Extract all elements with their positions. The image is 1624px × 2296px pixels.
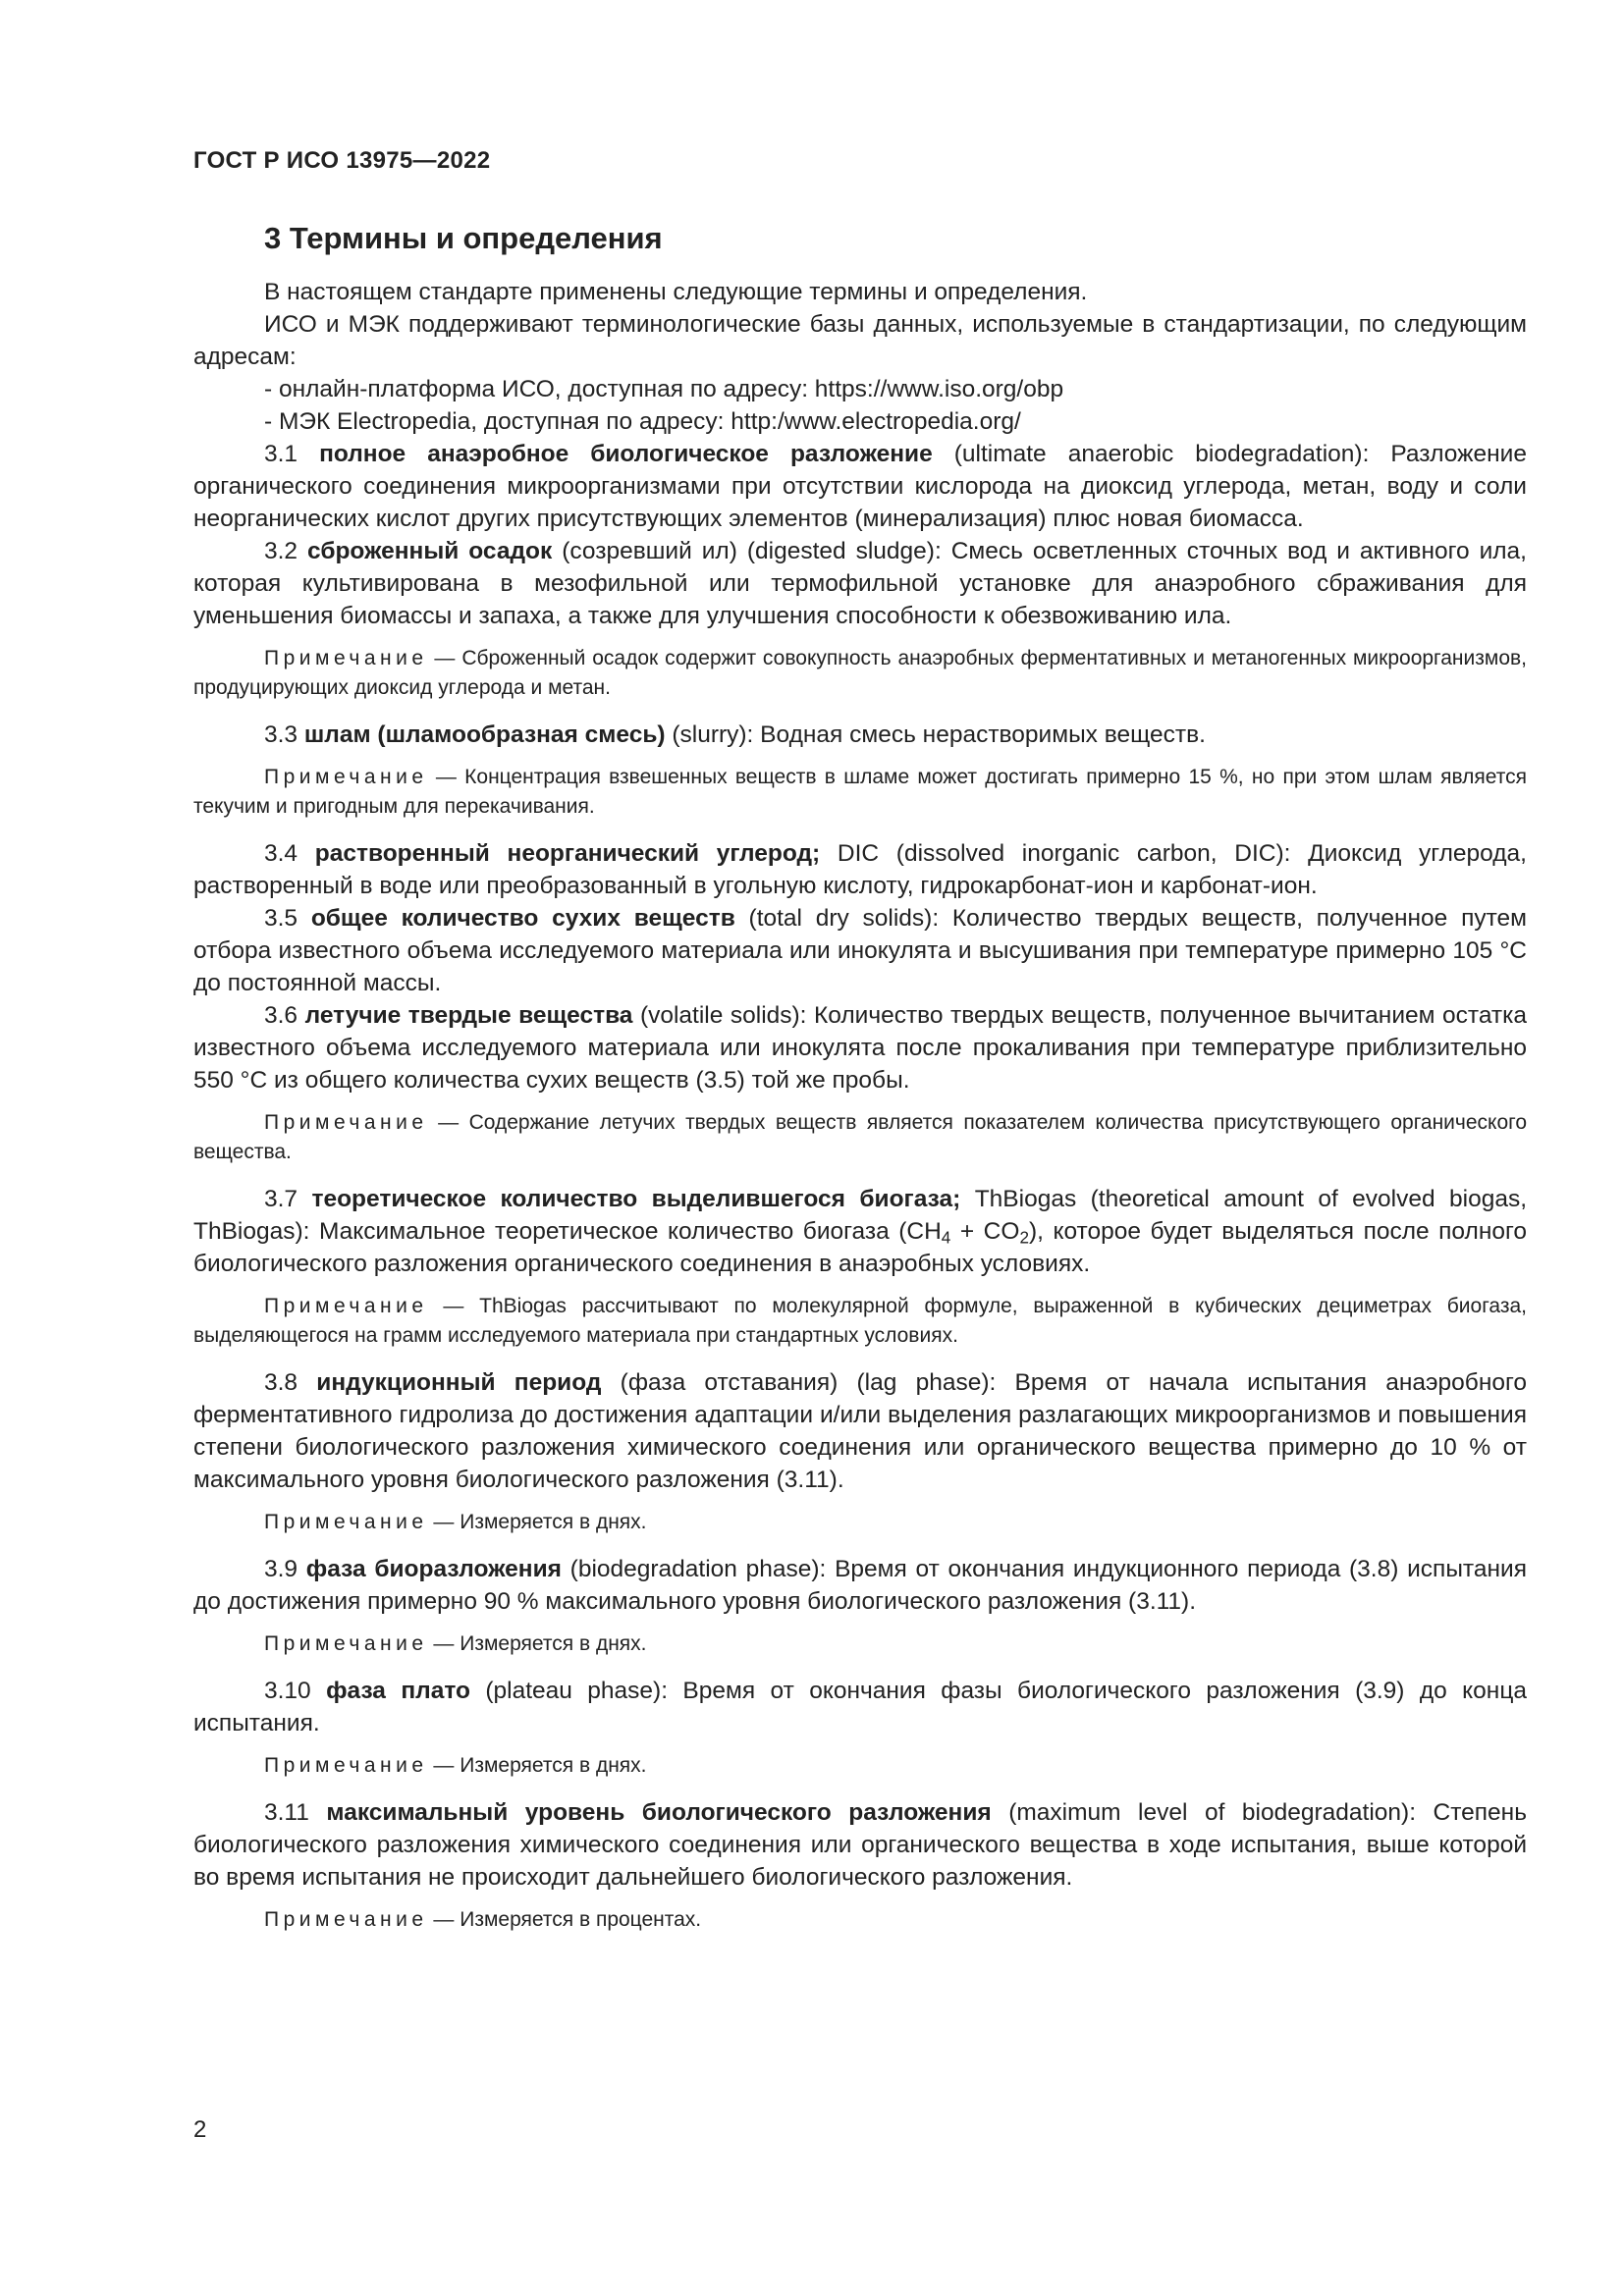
term-definition: (maximum level of biodegradation): Степень биологического разложения химического соединения или органического вещества в ходе испытания, выше которой во время испытания не происходит дальнейшего биологического разложения. [193,1799,1527,1891]
note-label: Примечание [264,1111,428,1134]
note-dash: — [427,1511,460,1533]
note-text: Измеряется в днях. [460,1511,647,1533]
term-name: шлам (шламообразная смесь) [303,721,666,748]
term-number: 3.1 [264,441,320,467]
term-entry [193,999,1527,1096]
note-label: Примечание [264,1632,428,1655]
term-note [193,1629,1527,1659]
term-entry [193,1553,1527,1618]
term-definition: ThBiogas (theoretical amount of evolved biogas, ThBiogas): Максимальное теоретическое количество биогаза (CH [193,1186,1527,1245]
intro-paragraph: В настоящем стандарте применены следующие термины и определения. [264,279,1088,305]
intro-paragraph: - МЭК Electropedia, доступная по адресу: http:/www.electropedia.org/ [264,408,1021,435]
term-note [193,1751,1527,1781]
term-number: 3.4 [264,840,315,867]
note-text: Измеряется в процентах. [460,1908,702,1931]
term-entry [193,535,1527,632]
term-definition: DIC (dissolved inorganic carbon, DIC): Диоксид углерода, растворенный в воде или преобразованный в угольную кислоту, гидрокарбонат-ион и карбонат-ион. [193,840,1527,899]
term-definition: (ultimate anaerobic biodegradation): Разложение органического соединения микроорганизмами при отсутствии кислорода на диоксид углерода, метан, воду и соли неорганических кислот других присутствующих элементов (минерализация) плюс новая биомасса. [193,441,1527,532]
term-name: индукционный период [316,1369,602,1396]
term-note [193,644,1527,703]
term-definition: (total dry solids): Количество твердых веществ, полученное путем отбора известного объема исследуемого материала или инокулята и высушивания при температуре примерно 105 °С до постоянной массы. [193,905,1528,996]
term-number: 3.10 [264,1678,327,1704]
note-text: Измеряется в днях. [460,1632,647,1655]
intro-paragraph: ИСО и МЭК поддерживают терминологические базы данных, используемые в стандартизации, по следующим адресам: [193,311,1527,370]
note-label: Примечание [264,1511,428,1533]
term-entry [193,902,1527,999]
term-note [193,1108,1527,1167]
term-note [193,1905,1527,1935]
note-dash: — [427,647,462,669]
note-label: Примечание [264,647,428,669]
note-text: Содержание летучих твердых веществ является показателем количества присутствующего органического вещества. [193,1111,1528,1163]
term-name: максимальный уровень биологического разложения [326,1799,992,1826]
note-dash: — [427,1908,460,1931]
term-definition: + CO [950,1218,1020,1245]
term-definition: (фаза отставания) (lag phase): Время от начала испытания анаэробного ферментативного гидролиза до достижения адаптации и/или выделения разлагающих микроорганизмов и повышения степени биологического разложения химического соединения или органического вещества примерно до 10 % от максимального уровня биологического разложения (3.11). [193,1369,1527,1493]
note-text: Концентрация взвешенных веществ в шламе может достигать примерно 15 %, но при этом шлам является текучим и пригодным для перекачивания. [193,766,1527,818]
subscript: 2 [1019,1227,1029,1248]
note-label: Примечание [264,1908,428,1931]
term-entry [193,1675,1527,1739]
page-number: 2 [193,2116,207,2143]
term-entry [193,438,1527,535]
term-number: 3.11 [264,1799,327,1826]
term-name: летучие твердые вещества [304,1002,633,1029]
document-body [193,221,1527,1950]
term-entry [193,1796,1527,1894]
term-definition: ), которое будет выделяться после полного биологического разложения органического соединения в анаэробных условиях. [193,1218,1527,1277]
term-definition: (volatile solids): Количество твердых веществ, полученное вычитанием остатка известного объема исследуемого материала или инокулята после прокаливания при температуре приблизительно 550 °С из общего количества сухих веществ (3.5) той же пробы. [193,1002,1528,1094]
term-entry [193,837,1527,902]
term-name: общее количество сухих веществ [310,905,735,932]
term-definition: (slurry): Водная смесь нерастворимых веществ. [665,721,1206,748]
term-entry [193,1183,1527,1280]
term-definition: (созревший ил) (digested sludge): Смесь осветленных сточных вод и активного ила, которая культивирована в мезофильной или термофильной установке для анаэробного сбраживания для уменьшения биомассы и запаха, а также для улучшения способности к обезвоживанию ила. [193,538,1527,629]
term-note [193,1508,1527,1537]
term-entry [193,1366,1527,1496]
term-number: 3.3 [264,721,304,748]
term-number: 3.7 [264,1186,312,1212]
term-name: фаза плато [326,1678,470,1704]
term-definition: (plateau phase): Время от окончания фазы биологического разложения (3.9) до конца испытания. [193,1678,1527,1736]
term-definition: (biodegradation phase): Время от окончания индукционного периода (3.8) испытания до достижения примерно 90 % максимального уровня биологического разложения (3.11). [193,1556,1527,1615]
note-dash: — [427,1111,469,1134]
note-dash: — [427,766,465,788]
note-dash: — [427,1295,480,1317]
note-text: Сброженный осадок содержит совокупность анаэробных ферментативных и метаногенных микроорганизмов, продуцирующих диоксид углерода и метан. [193,647,1527,699]
term-name: сброженный осадок [307,538,553,564]
note-label: Примечание [264,766,428,788]
term-name: полное анаэробное биологическое разложение [319,441,933,467]
term-entry [193,719,1527,751]
document-header: ГОСТ Р ИСО 13975—2022 [193,147,491,174]
term-number: 3.9 [264,1556,306,1582]
term-name: фаза биоразложения [305,1556,562,1582]
term-number: 3.8 [264,1369,317,1396]
term-number: 3.5 [264,905,311,932]
note-label: Примечание [264,1754,428,1777]
section-title: 3 Термины и определения [264,221,663,255]
term-number: 3.6 [264,1002,305,1029]
term-number: 3.2 [264,538,308,564]
note-dash: — [427,1754,460,1777]
subscript: 4 [941,1227,951,1248]
term-note [193,1292,1527,1351]
intro-paragraph: - онлайн-платформа ИСО, доступная по адресу: https://www.iso.org/obp [264,376,1064,402]
term-name: теоретическое количество выделившегося биогаза; [311,1186,961,1212]
note-label: Примечание [264,1295,428,1317]
term-name: растворенный неорганический углерод; [314,840,821,867]
note-dash: — [427,1632,460,1655]
note-text: ThBiogas рассчитывают по молекулярной формуле, выраженной в кубических дециметрах биогаза, выделяющегося на грамм исследуемого материала при стандартных условиях. [193,1295,1527,1347]
note-text: Измеряется в днях. [460,1754,647,1777]
term-note [193,763,1527,822]
